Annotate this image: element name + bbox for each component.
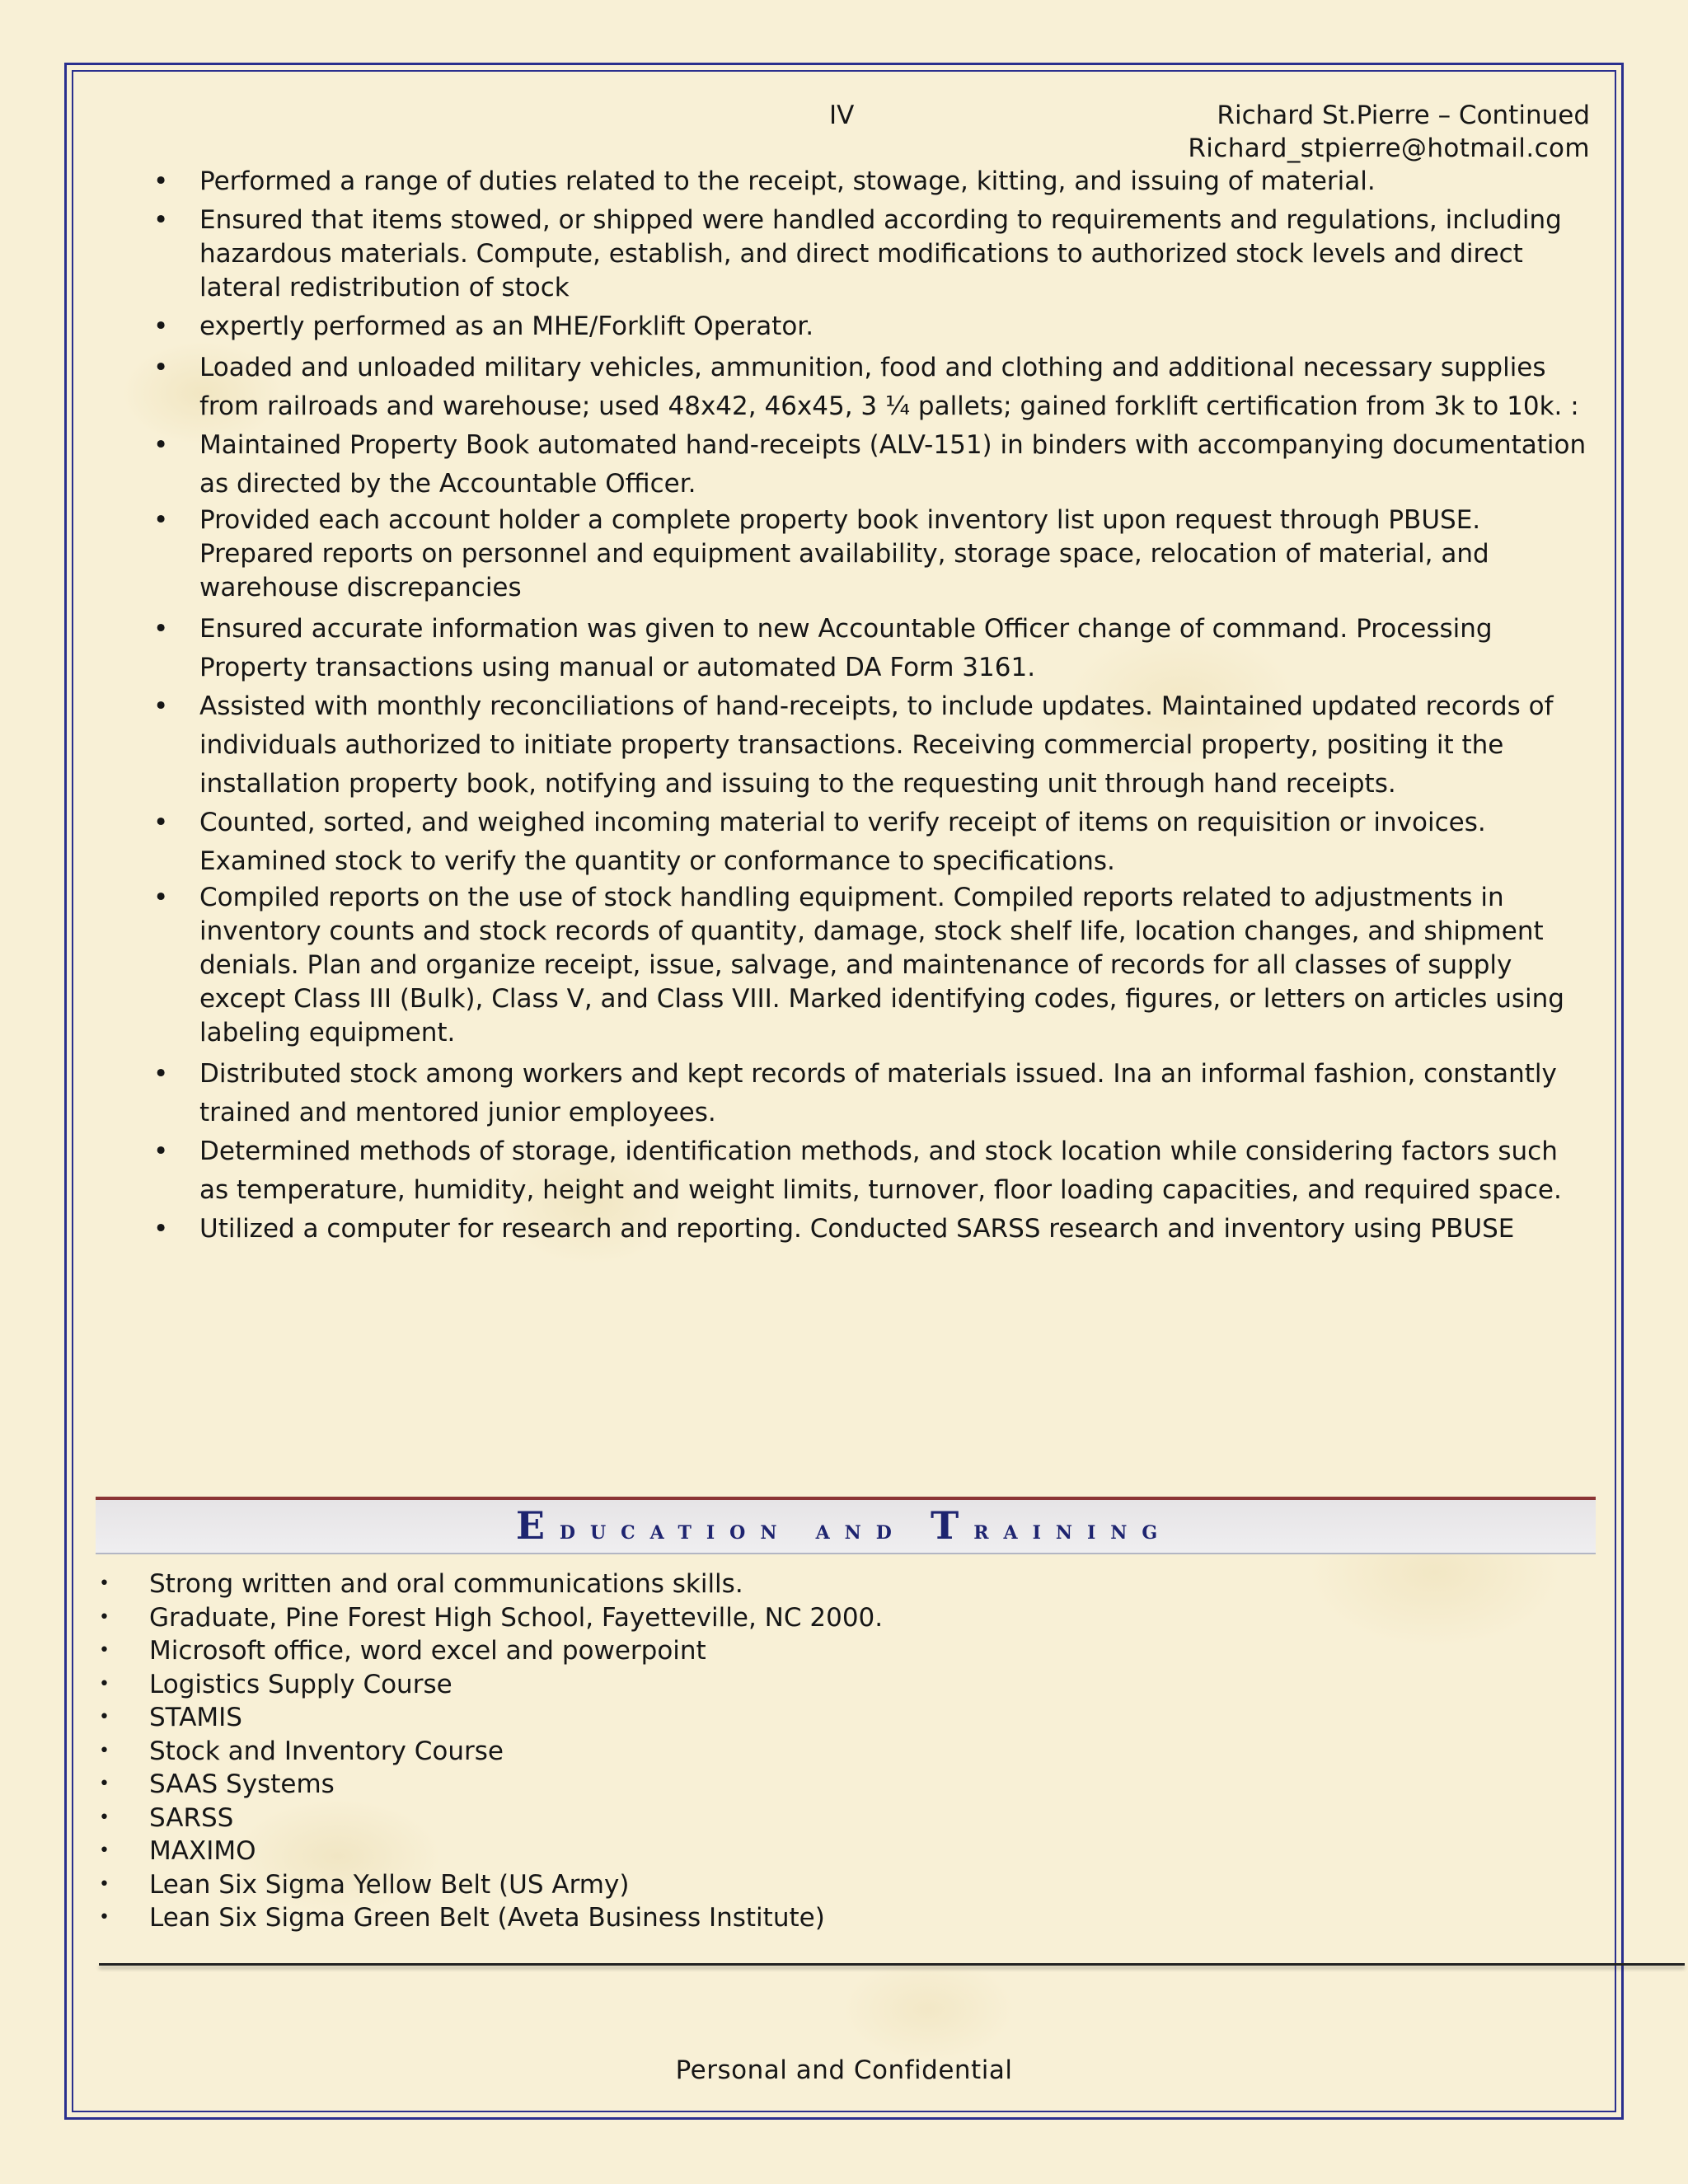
education-item: • Lean Six Sigma Yellow Belt (US Army) [96,1868,883,1902]
title-initial: E [515,1503,560,1548]
duty-item: • Assisted with monthly reconciliations of hand-receipts, to include updates. Maintained updated records of individuals authorized to initiate property transactions. Receiving commercial property, positing it the installation property book, notifying and issuing to the requesting unit through hand receipts. [153,687,1587,804]
header-name: Richard St.Pierre – Continued [1217,101,1590,130]
duty-item: • Performed a range of duties related to the receipt, stowage, kitting, and issuing of material. [153,165,1587,199]
education-item: • Logistics Supply Course [96,1668,883,1702]
title-initial: T [931,1503,974,1548]
duty-item: • Provided each account holder a complete property book inventory list upon request through PBUSE. Prepared reports on personnel and equipment availability, storage space, relocation of material, and warehouse discrepancies [153,504,1587,605]
duty-item: • Loaded and unloaded military vehicles, ammunition, food and clothing and additional necessary supplies from railroads and warehouse; used 48x42, 46x45, 3 ¼ pallets; gained forklift certification from 3k to 10k. : [153,349,1587,426]
education-item: • SARSS [96,1802,883,1835]
duty-item: • Ensured accurate information was given to new Accountable Officer change of command. Processing Property transactions using manual or automated DA Form 3161. [153,610,1587,687]
duties-list [153,165,1587,1249]
horizontal-rule [99,1963,1685,1966]
education-item: • Strong written and oral communications skills. [96,1568,883,1601]
footer-text: Personal and Confidential [675,2055,1013,2085]
education-item: • STAMIS [96,1701,883,1735]
education-item: • Lean Six Sigma Green Belt (Aveta Business Institute) [96,1901,883,1935]
header-email: Richard_stpierre@hotmail.com [1188,134,1590,163]
section-title-education [0,1503,1688,1549]
education-list [96,1568,883,1935]
page-number: IV [829,101,855,130]
duty-item: • Maintained Property Book automated hand-receipts (ALV-151) in binders with accompanying documentation as directed by the Accountable Officer. [153,426,1587,504]
duty-item: • Counted, sorted, and weighed incoming material to verify receipt of items on requisition or invoices. Examined stock to verify the quantity or conformance to specifications. [153,804,1587,881]
education-item: • MAXIMO [96,1835,883,1868]
title-segment: raining [973,1514,1173,1545]
duty-item: • Distributed stock among workers and kept records of materials issued. Ina an informal fashion, constantly trained and mentored junior employees. [153,1055,1587,1132]
duty-item: • Determined methods of storage, identification methods, and stock location while considering factors such as temperature, humidity, height and weight limits, turnover, floor loading capacities, and required space. [153,1132,1587,1210]
education-item: • SAAS Systems [96,1768,883,1802]
education-item: • Stock and Inventory Course [96,1735,883,1769]
duty-item: • Ensured that items stowed, or shipped were handled according to requirements and regulations, including hazardous materials. Compute, establish, and direct modifications to authorized stock levels and direct lateral redistribution of stock [153,204,1587,305]
education-item: • Microsoft office, word excel and powerpoint [96,1634,883,1668]
duty-item: • expertly performed as an MHE/Forklift Operator. [153,310,1587,344]
duty-item: • Compiled reports on the use of stock handling equipment. Compiled reports related to adjustments in inventory counts and stock records of quantity, damage, stock shelf life, location changes, and shipment denials. Plan and organize receipt, issue, salvage, and maintenance of records for all classes of supply except Class III (Bulk), Class V, and Class VIII. Marked identifying codes, figures, or letters on articles using labeling equipment. [153,881,1587,1050]
duty-item: • Utilized a computer for research and reporting. Conducted SARSS research and inventory using PBUSE [153,1210,1587,1249]
title-segment: ducation and [559,1514,931,1545]
education-item: • Graduate, Pine Forest High School, Fayetteville, NC 2000. [96,1601,883,1635]
